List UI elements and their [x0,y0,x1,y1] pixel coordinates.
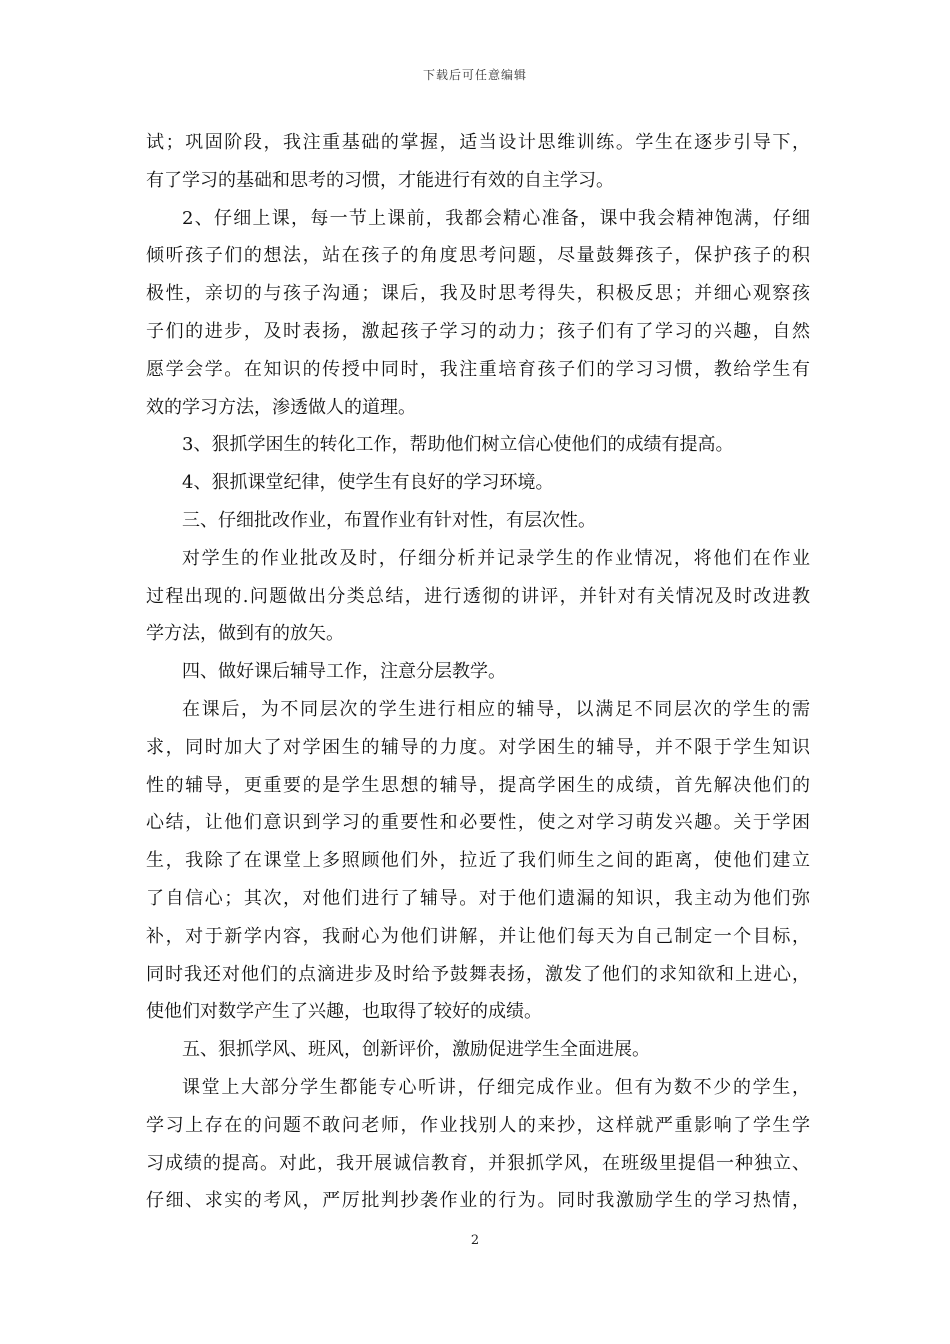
text-line: 在课后，为不同层次的学生进行相应的辅导，以满足不同层次的学生的需 [182,698,810,720]
page-header: 下载后可任意编辑 [422,68,527,82]
text-line: 四、做好课后辅导工作，注意分层教学。 [182,661,506,683]
text-line: 倾听孩子们的想法，站在孩子的角度思考问题，尽量鼓舞孩子，保护孩子的积 [146,245,810,267]
page-number: 2 [470,1233,480,1248]
text-line: 使他们对数学产生了兴趣，也取得了较好的成绩。 [146,1001,542,1023]
text-line: 五、狠抓学风、班风，创新评价，激励促进学生全面进展。 [182,1039,650,1061]
text-line: 子们的进步，及时表扬，激起孩子学习的动力；孩子们有了学习的兴趣，自然 [146,320,810,342]
text-line: 过程出现的.问题做出分类总结，进行透彻的讲评，并针对有关情况及时改进教 [146,585,810,607]
text-line: 试；巩固阶段，我注重基础的掌握，适当设计思维训练。学生在逐步引导下， [146,132,810,153]
text-line: 效的学习方法，渗透做人的道理。 [146,396,416,418]
text-line: 了自信心；其次，对他们进行了辅导。对于他们遗漏的知识，我主动为他们弥 [146,887,810,909]
text-line: 课堂上大部分学生都能专心听讲，仔细完成作业。但有为数不少的学生， [182,1076,810,1098]
text-line: 补，对于新学内容，我耐心为他们讲解，并让他们每天为自己制定一个目标， [146,925,810,947]
text-line: 愿学会学。在知识的传授中同时，我注重培育孩子们的学习习惯，教给学生有 [146,358,810,380]
text-line: 有了学习的基础和思考的习惯，才能进行有效的自主学习。 [146,169,614,191]
text-line: 习成绩的提高。对此，我开展诚信教育，并狠抓学风，在班级里提倡一种独立、 [146,1152,810,1174]
text-line: 求，同时加大了对学困生的辅导的力度。对学困生的辅导，并不限于学生知识 [146,736,810,758]
text-line: 心结，让他们意识到学习的重要性和必要性，使之对学习萌发兴趣。关于学困 [146,812,810,834]
text-line: 3、狠抓学困生的转化工作，帮助他们树立信心使他们的成绩有提高。 [182,434,734,456]
text-line: 仔细、求实的考风，严厉批判抄袭作业的行为。同时我激励学生的学习热情， [146,1190,810,1212]
text-line: 2、仔细上课，每一节上课前，我都会精心准备，课中我会精神饱满，仔细 [182,207,810,229]
body-text [146,124,810,1220]
text-line: 对学生的作业批改及时，仔细分析并记录学生的作业情况，将他们在作业 [182,547,810,569]
text-line: 学方法，做到有的放矢。 [146,623,344,645]
text-line: 三、仔细批改作业，布置作业有针对性，有层次性。 [182,509,596,531]
text-line: 极性，亲切的与孩子沟通；课后，我及时思考得失，积极反思；并细心观察孩 [146,283,810,305]
text-line: 4、狠抓课堂纪律，使学生有良好的学习环境。 [182,472,554,494]
text-line: 同时我还对他们的点滴进步及时给予鼓舞表扬，激发了他们的求知欲和上进心， [146,963,810,985]
text-line: 生，我除了在课堂上多照顾他们外，拉近了我们师生之间的距离，使他们建立 [146,850,810,872]
text-line: 性的辅导，更重要的是学生思想的辅导，提高学困生的成绩，首先解决他们的 [146,774,810,796]
text-line: 学习上存在的问题不敢问老师，作业找别人的来抄，这样就严重影响了学生学 [146,1114,810,1136]
